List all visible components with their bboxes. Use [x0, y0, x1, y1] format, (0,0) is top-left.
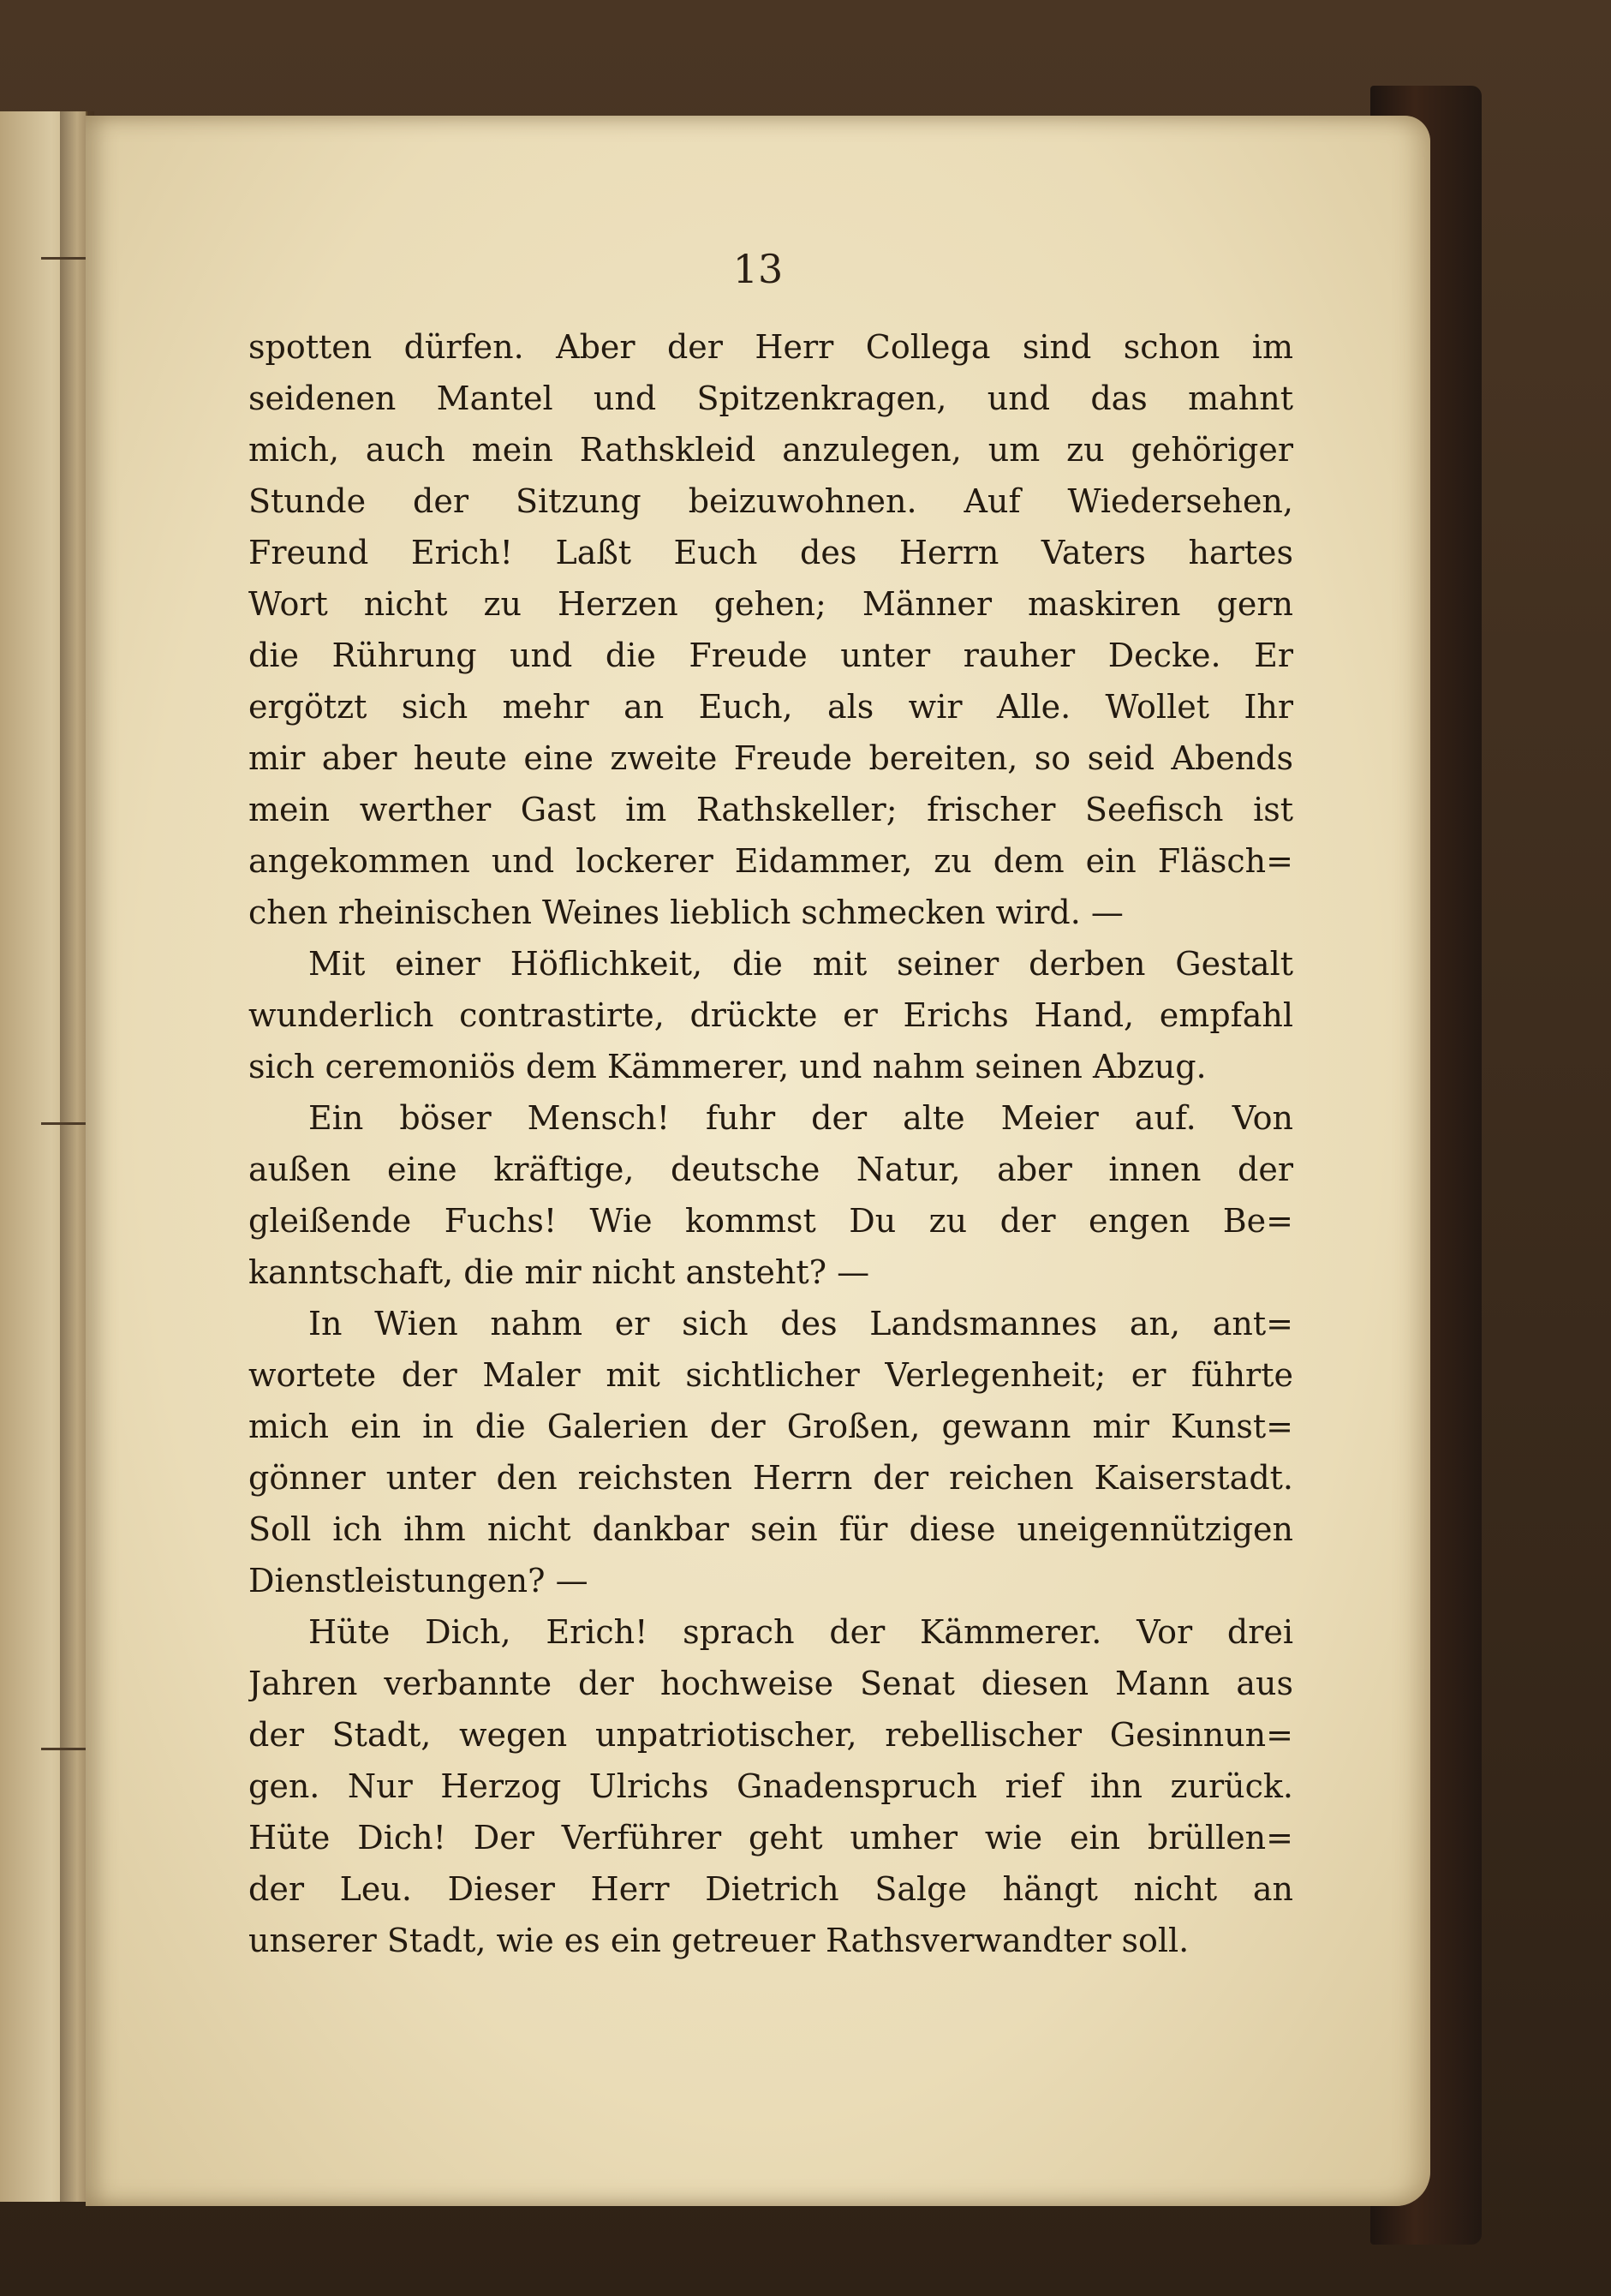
text-line: unserer Stadt, wie es ein getreuer Rathsverwandter soll.	[248, 1922, 1190, 1959]
text-line: die Rührung und die Freude unter rauher Decke. Er	[248, 637, 1293, 674]
paragraph	[248, 321, 1293, 938]
text-line: Stunde der Sitzung beizuwohnen. Auf Wiedersehen,	[248, 482, 1293, 520]
text-line: spotten dürfen. Aber der Herr Collega sind schon im	[248, 328, 1293, 366]
book-page	[86, 116, 1430, 2206]
text-line: Wort nicht zu Herzen gehen; Männer maskiren gern	[248, 585, 1293, 623]
text-line: wortete der Maler mit sichtlicher Verlegenheit; er führte	[248, 1356, 1293, 1394]
text-line: der Leu. Dieser Herr Dietrich Salge hängt nicht an	[248, 1870, 1293, 1908]
text-line: Hüte Dich, Erich! sprach der Kämmerer. Vor drei	[308, 1613, 1293, 1651]
text-line: mir aber heute eine zweite Freude bereiten, so seid Abends	[248, 739, 1293, 777]
paragraph	[248, 938, 1293, 1092]
text-line: Ein böser Mensch! fuhr der alte Meier auf. Von	[308, 1099, 1293, 1137]
text-line: Freund Erich! Laßt Euch des Herrn Vaters hartes	[248, 534, 1293, 571]
text-line: seidenen Mantel und Spitzenkragen, und das mahnt	[248, 380, 1293, 417]
text-line: mich ein in die Galerien der Großen, gewann mir Kunst=	[248, 1408, 1293, 1445]
text-line: Dienstleistungen? —	[248, 1562, 588, 1599]
text-line: gleißende Fuchs! Wie kommst Du zu der engen Be=	[248, 1202, 1293, 1240]
text-line: der Stadt, wegen unpatriotischer, rebellischer Gesinnun=	[248, 1716, 1293, 1754]
text-line: gönner unter den reichsten Herrn der reichen Kaiserstadt.	[248, 1459, 1293, 1497]
paragraph	[248, 1606, 1293, 1966]
text-line: chen rheinischen Weines lieblich schmecken wird. —	[248, 894, 1124, 931]
text-line: In Wien nahm er sich des Landsmannes an, ant=	[308, 1305, 1293, 1342]
text-line: ergötzt sich mehr an Euch, als wir Alle. Wollet Ihr	[248, 688, 1293, 726]
text-line: gen. Nur Herzog Ulrichs Gnadenspruch rief ihn zurück.	[248, 1767, 1293, 1805]
text-line: Hüte Dich! Der Verführer geht umher wie ein brüllen=	[248, 1819, 1293, 1857]
text-line: mein werther Gast im Rathskeller; frischer Seefisch ist	[248, 791, 1293, 828]
text-line: sich ceremoniös dem Kämmerer, und nahm seinen Abzug.	[248, 1048, 1207, 1085]
text-line: kanntschaft, die mir nicht ansteht? —	[248, 1253, 870, 1291]
text-line: angekommen und lockerer Eidammer, zu dem ein Fläsch=	[248, 842, 1293, 880]
text-line: wunderlich contrastirte, drückte er Erichs Hand, empfahl	[248, 996, 1293, 1034]
paragraph	[248, 1092, 1293, 1298]
text-line: außen eine kräftige, deutsche Natur, aber innen der	[248, 1151, 1293, 1188]
text-line: Soll ich ihm nicht dankbar sein für diese uneigennützigen	[248, 1510, 1293, 1548]
paragraph	[248, 1298, 1293, 1606]
text-line: mich, auch mein Rathskleid anzulegen, um zu gehöriger	[248, 431, 1293, 469]
page-text	[248, 321, 1293, 1966]
text-line: Mit einer Höflichkeit, die mit seiner derben Gestalt	[308, 945, 1293, 983]
page-number: 13	[732, 246, 784, 292]
text-line: Jahren verbannte der hochweise Senat diesen Mann aus	[248, 1665, 1293, 1702]
